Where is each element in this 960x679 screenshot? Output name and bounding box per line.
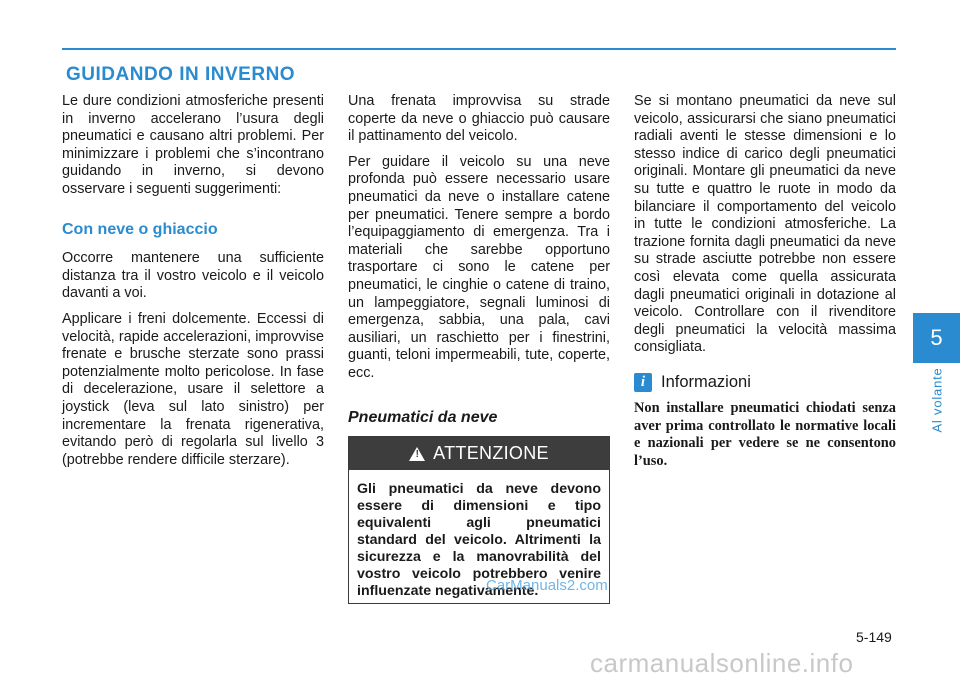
- chapter-tab: 5: [913, 313, 960, 363]
- warning-title: ATTENZIONE: [433, 443, 549, 463]
- warning-body: Gli pneumatici da neve devono essere di dimensioni e tipo equivalenti agli pneumatici standard del veicolo. Altrimenti la sicurezza e la manovrabilità del vostro veicolo potrebbero venire influenzate negativamente.: [357, 481, 601, 599]
- paragraph-sudden-braking: Una frenata improvvisa su strade coperte da neve o ghiaccio può causare il pattinamento del veicolo.: [348, 93, 610, 145]
- warning-header: [349, 437, 609, 470]
- watermark-inner: CarManuals2.com: [486, 577, 608, 594]
- column-middle: [348, 93, 610, 436]
- top-rule: [62, 48, 896, 50]
- info-title: Informazioni: [661, 372, 751, 391]
- warning-triangle-icon: !: [409, 447, 425, 461]
- intro-paragraph: Le dure condizioni atmosferiche presenti in inverno accelerano l’usura degli pneumatici e causano altri problemi. Per minimizzare i problemi che s’incontrano guidando in inverno, si devono osservare i seguenti suggerimenti:: [62, 93, 324, 197]
- info-icon: i: [634, 373, 652, 392]
- column-left: [62, 93, 324, 477]
- paragraph-deep-snow: Per guidare il veicolo su una neve profonda può essere necessario usare pneumatici da neve o installare catene per pneumatici. Tenere sempre a bordo l’equipaggiamento di emergenza. Tra i materiali che sarebbe opportuno trasportare ci sono le catene per pneumatici, le cinghie o catene di traino, un lampeggiatore, segnali luminosi di emergenza, sabbia, una pala, cavi ausiliari, un raschietto per i finestrini, guanti, teloni impermeabili, tute, coperte, ecc.: [348, 153, 610, 381]
- info-body: Non installare pneumatici chiodati senza aver prima controllato le normative locali e nazionali per vedere se ne consentono l’uso.: [634, 399, 896, 469]
- section-heading: GUIDANDO IN INVERNO: [66, 64, 296, 85]
- paragraph-braking: Applicare i freni dolcemente. Eccessi di velocità, rapide accelerazioni, improvvise frenate e brusche sterzate sono prassi potenzialmente molto pericolose. In fase di decelerazione, usare il selettore a joystick (leva sul lato sinistro) per incrementare la frenata rigenerativa, evitando però di regolarla sul livello 3 (potrebbe rendere difficile sterzare).: [62, 310, 324, 468]
- paragraph-distance: Occorre mantenere una sufficiente distanza tra il vostro veicolo e il veicolo davanti a voi.: [62, 250, 324, 302]
- column-right: [634, 93, 896, 470]
- watermark-bottom: carmanualsonline.info: [590, 648, 854, 678]
- subheading-snow-ice: Con neve o ghiaccio: [62, 220, 218, 238]
- paragraph-snow-tires-mounting: Se si montano pneumatici da neve sul veicolo, assicurarsi che siano pneumatici radiali aventi le stesse dimensioni e lo stesso indice di carico degli pneumatici originali. Montare gli pneumatici da neve su tutte e quattro le ruote in modo da bilanciare il comportamento del veicolo in tutte le condizioni atmosferiche. La trazione fornita dagli pneumatici da neve su strade asciutte potrebbe non essere così elevata come quella assicurata dagli pneumatici originali in dotazione al veicolo. Controllare con il rivenditore degli pneumatici la velocità massima consigliata.: [634, 93, 896, 356]
- subheading-snow-tires: Pneumatici da neve: [348, 408, 498, 426]
- info-heading: [634, 373, 896, 392]
- page-number: 5-149: [856, 629, 892, 645]
- chapter-label: Al volante: [929, 367, 945, 433]
